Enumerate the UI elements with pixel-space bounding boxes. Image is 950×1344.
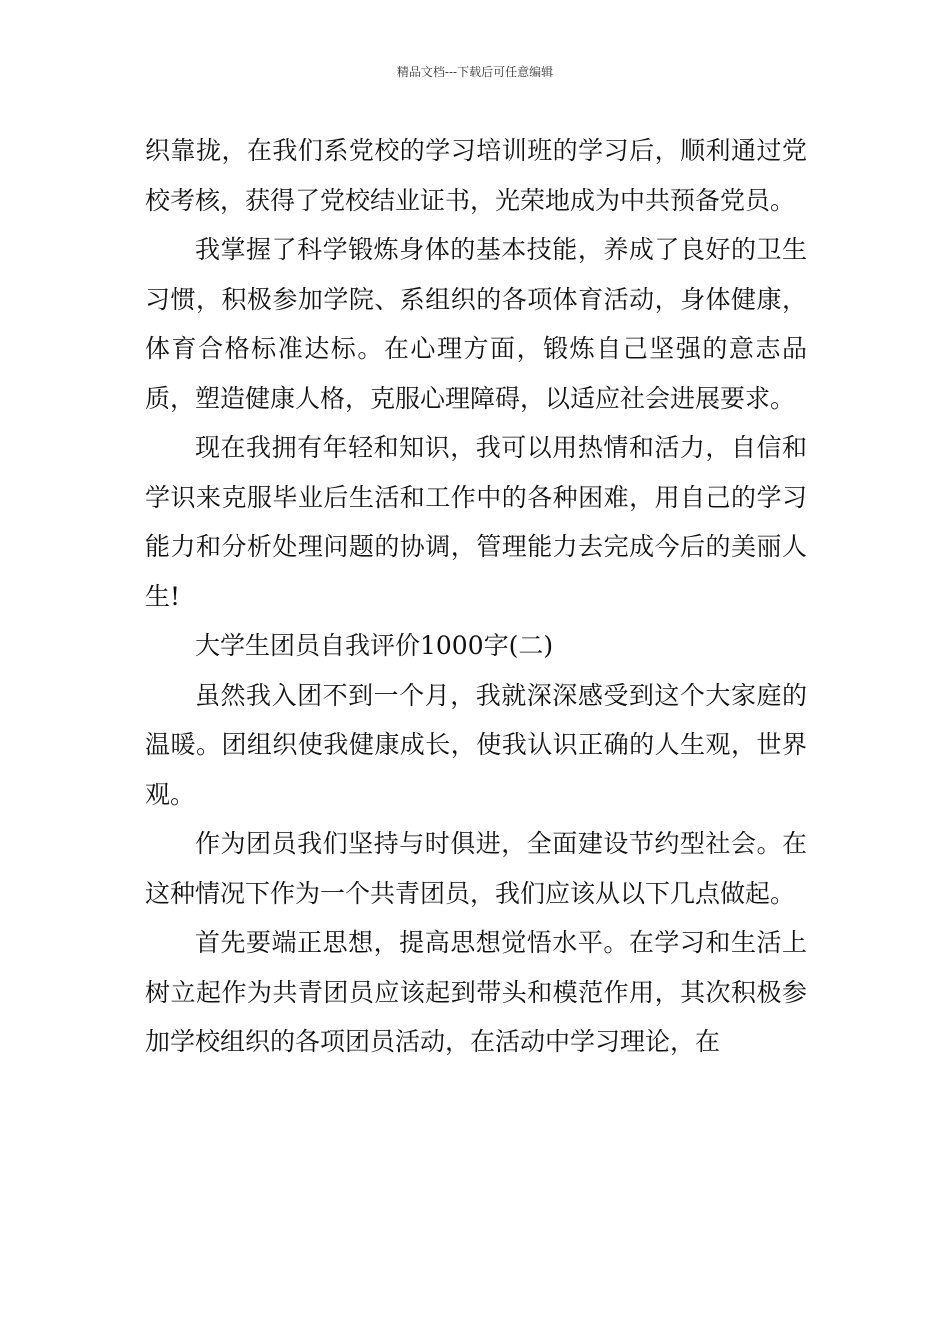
paragraph-joining-league: 虽然我入团不到一个月，我就深深感受到这个大家庭的温暖。团组织使我健康成长，使我认识正确的人生观，世界观。 xyxy=(145,680,807,809)
paragraph-first-steps: 首先要端正思想，提高思想觉悟水平。在学习和生活上树立起作为共青团员应该起到带头和模范作用，其次积极参加学校组织的各项团员活动，在活动中学习理论，在 xyxy=(145,928,807,1056)
document-body xyxy=(145,126,807,1067)
paragraph-continuation: 织靠拢，在我们系党校的学习培训班的学习后，顺利通过党校考核，获得了党校结业证书，光荣地成为中共预备党员。 xyxy=(145,136,807,215)
section-heading: 大学生团员自我评价1000字(二) xyxy=(195,631,554,660)
paragraph-physical-health: 我掌握了科学锻炼身体的基本技能，养成了良好的卫生习惯，积极参加学院、系组织的各项体育活动，身体健康，体育合格标准达标。在心理方面，锻炼自己坚强的意志品质，塑造健康人格，克服心理障碍，以适应社会进展要求。 xyxy=(145,235,807,413)
paragraph-member-duty: 作为团员我们坚持与时俱进，全面建设节约型社会。在这种情况下作为一个共青团员，我们应该从以下几点做起。 xyxy=(145,829,807,908)
paragraph-future-outlook: 现在我拥有年轻和知识，我可以用热情和活力，自信和学识来克服毕业后生活和工作中的各种困难，用自己的学习能力和分析处理问题的协调，管理能力去完成今后的美丽人生! xyxy=(145,433,807,611)
page-header: 精品文档---下载后可任意编辑 xyxy=(396,65,554,79)
